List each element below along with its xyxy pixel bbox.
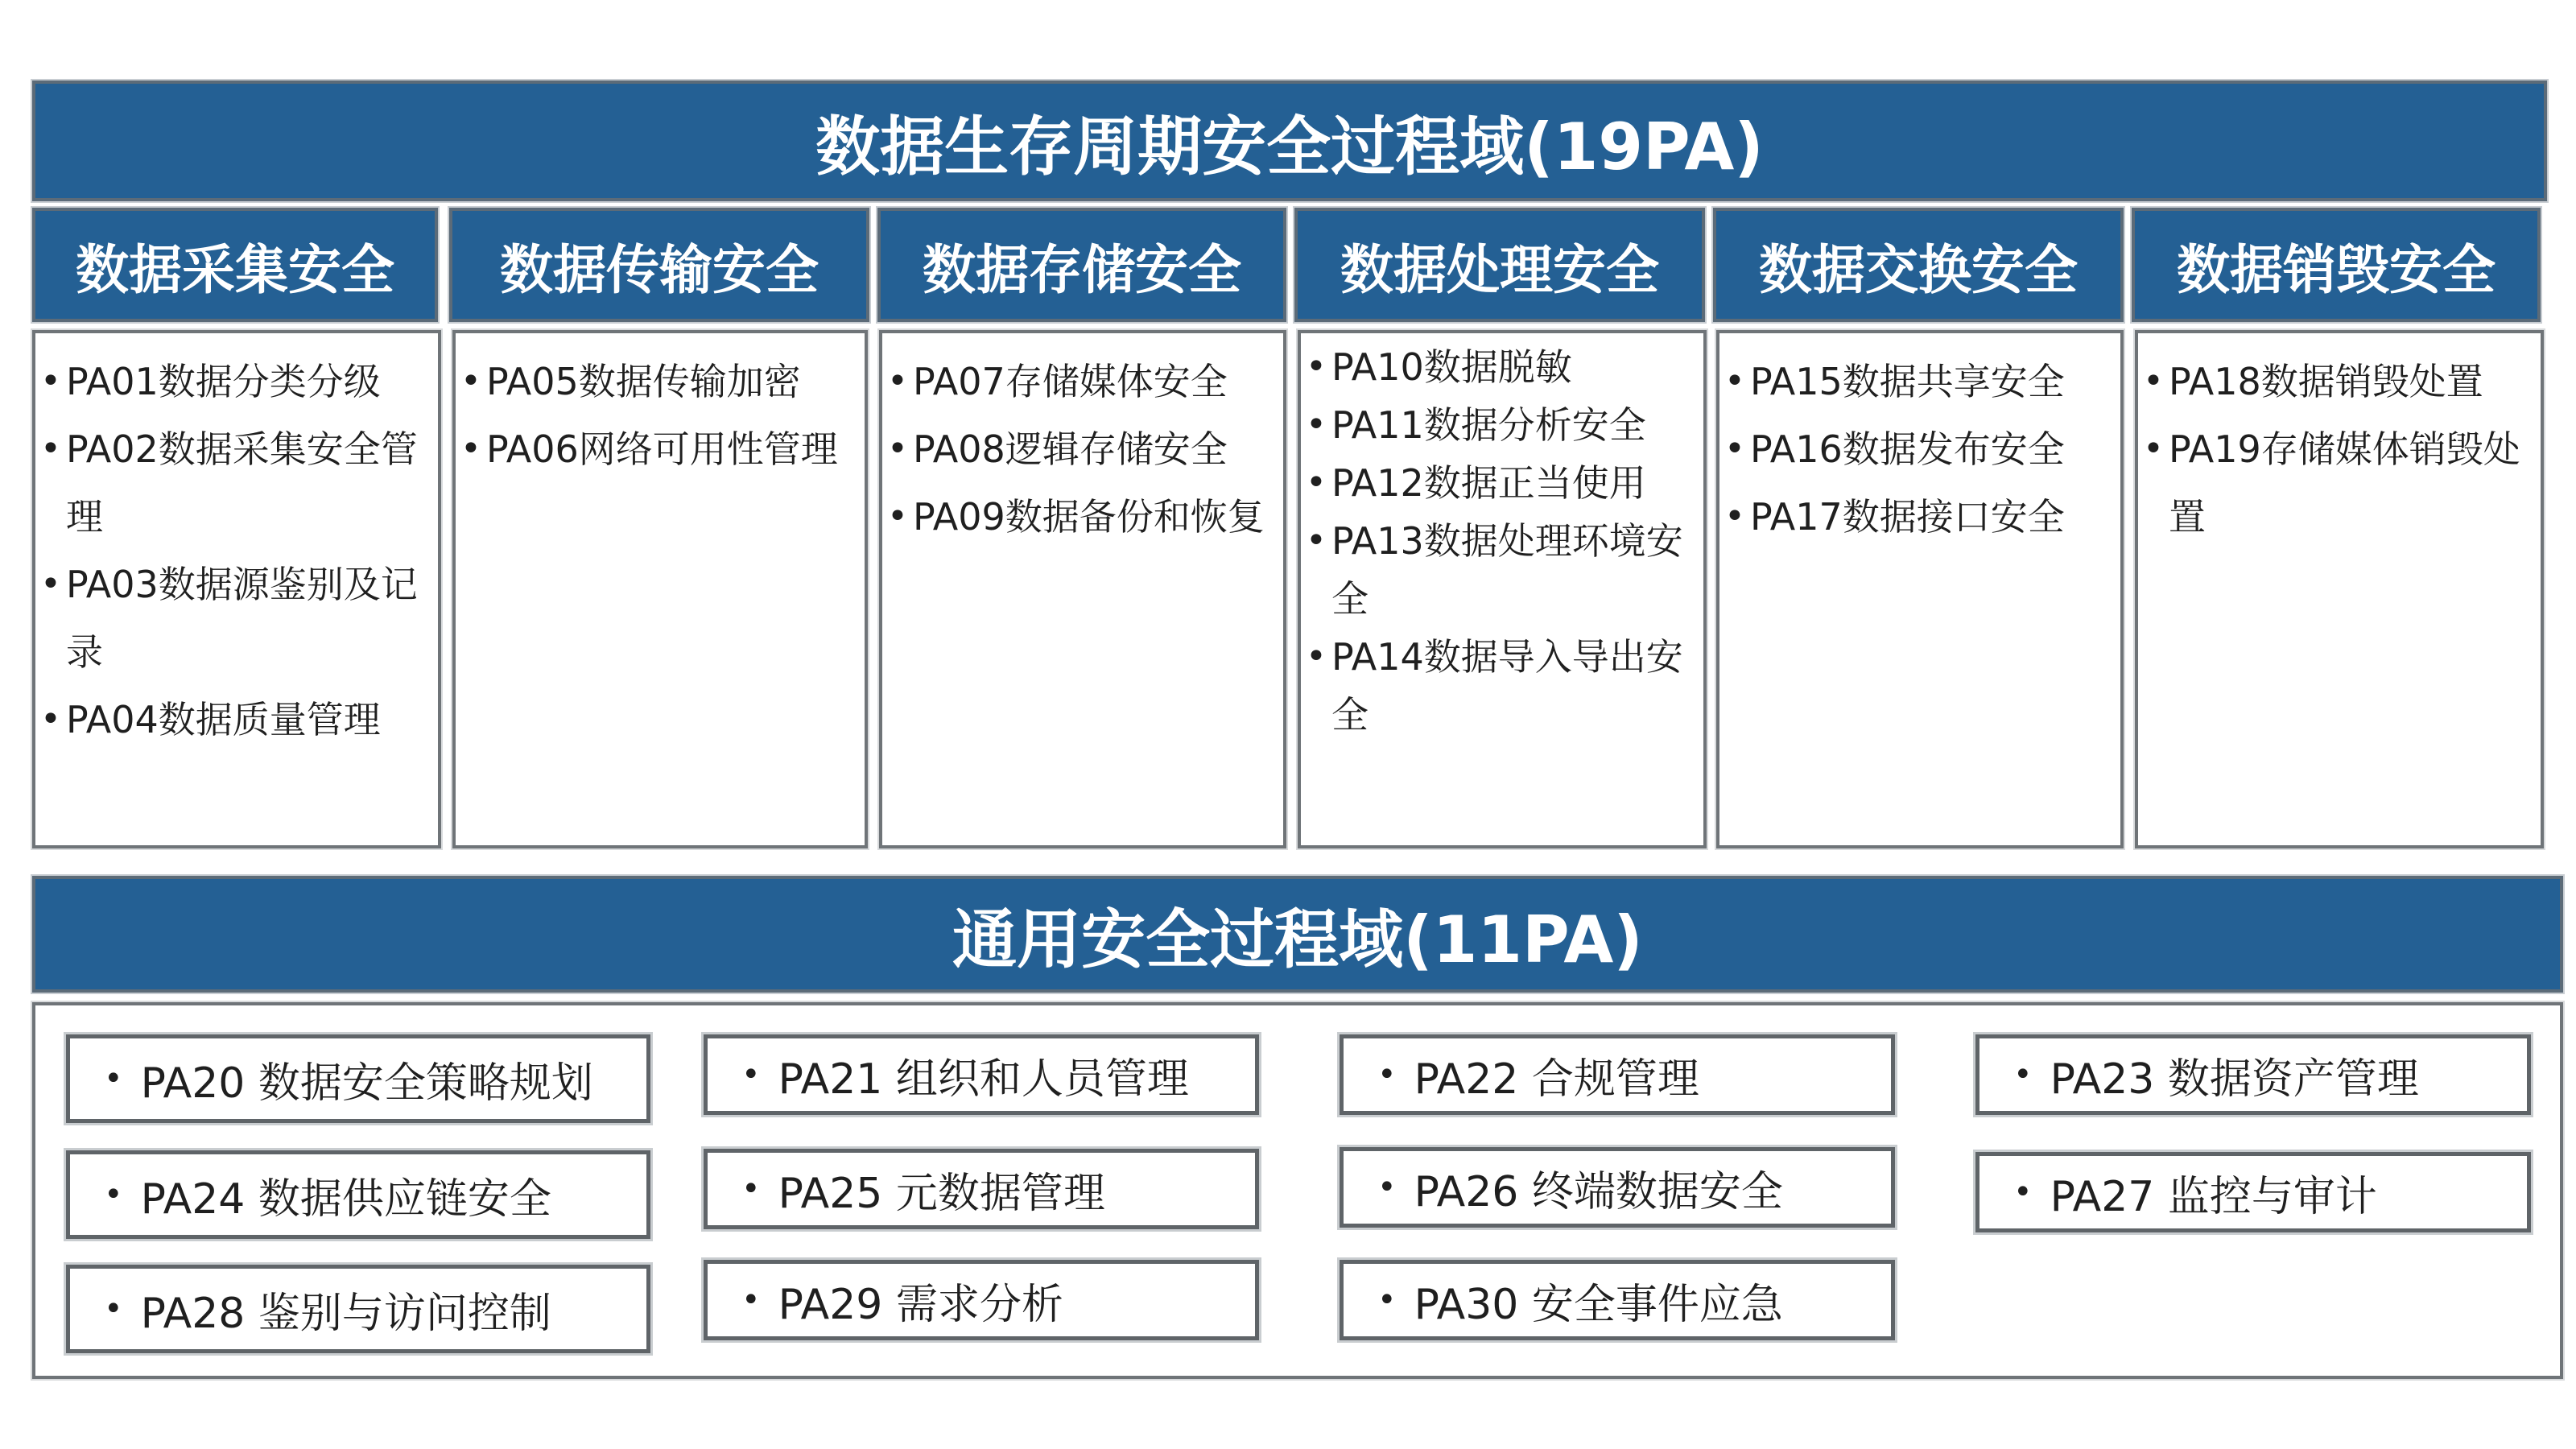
pa-list <box>1306 338 1692 744</box>
pa-label: PA23 数据资产管理 <box>2050 1055 2419 1104</box>
pa-label: PA21 组织和人员管理 <box>778 1055 1189 1104</box>
column-body-transmission <box>452 330 868 848</box>
column-header-transmission: 数据传输安全 <box>449 208 869 322</box>
bullet-icon: • <box>460 428 481 469</box>
column-body-collection <box>32 330 441 848</box>
bullet-icon: • <box>104 1176 123 1213</box>
list-item <box>887 348 1272 415</box>
pa-list <box>460 348 853 483</box>
pa-label: PA25 元数据管理 <box>778 1169 1105 1218</box>
bullet-icon: • <box>887 496 908 537</box>
bullet-icon: • <box>40 428 61 469</box>
column-header-exchange: 数据交换安全 <box>1713 208 2124 322</box>
column-body-storage <box>879 330 1286 848</box>
pa-label: PA29 需求分析 <box>778 1280 1063 1329</box>
bullet-icon: • <box>1306 462 1327 503</box>
bullet-icon: • <box>887 428 908 469</box>
pa-label: PA04数据质量管理 <box>66 698 381 741</box>
pa-list <box>2143 348 2529 551</box>
pa-label: PA13数据处理环境安全 <box>1331 519 1683 621</box>
pa-box <box>1340 1260 1895 1340</box>
bullet-icon: • <box>741 1170 761 1208</box>
list-item <box>1724 348 2109 415</box>
column-header-storage: 数据存储安全 <box>877 208 1286 322</box>
list-item <box>1724 415 2109 483</box>
bullet-icon: • <box>1724 428 1745 469</box>
bullet-icon: • <box>741 1056 761 1093</box>
list-item <box>1306 512 1692 628</box>
bullet-icon: • <box>2013 1056 2033 1093</box>
pa-box <box>704 1260 1259 1340</box>
pa-label: PA06网络可用性管理 <box>486 427 838 471</box>
pa-label: PA16数据发布安全 <box>1750 427 2065 471</box>
list-item <box>2143 415 2529 551</box>
bullet-icon: • <box>104 1060 123 1097</box>
bullet-icon: • <box>1306 346 1327 387</box>
general-domain-title: 通用安全过程域(11PA) <box>32 876 2563 993</box>
pa-label: PA28 鉴别与访问控制 <box>140 1289 551 1338</box>
bullet-icon: • <box>741 1282 761 1319</box>
pa-label: PA26 终端数据安全 <box>1414 1167 1783 1216</box>
bullet-icon: • <box>1306 636 1327 677</box>
pa-list <box>1724 348 2109 551</box>
list-item <box>1306 338 1692 396</box>
list-item <box>1306 396 1692 454</box>
bullet-icon: • <box>1377 1282 1397 1319</box>
pa-label: PA02数据采集安全管理 <box>66 427 418 539</box>
list-item <box>460 348 853 415</box>
bullet-icon: • <box>40 699 61 740</box>
pa-label: PA01数据分类分级 <box>66 360 381 403</box>
bullet-icon: • <box>104 1290 123 1327</box>
pa-label: PA14数据导入导出安全 <box>1331 635 1683 737</box>
lifecycle-domain-title: 数据生存周期安全过程域(19PA) <box>32 80 2547 201</box>
bullet-icon: • <box>1306 520 1327 561</box>
pa-box <box>1975 1034 2531 1115</box>
list-item <box>460 415 853 483</box>
pa-box <box>1340 1147 1895 1228</box>
pa-label: PA11数据分析安全 <box>1331 403 1646 447</box>
pa-label: PA12数据正当使用 <box>1331 461 1646 505</box>
column-header-processing: 数据处理安全 <box>1294 208 1705 322</box>
pa-label: PA24 数据供应链安全 <box>140 1174 551 1224</box>
pa-box <box>704 1034 1259 1115</box>
column-body-exchange <box>1716 330 2124 848</box>
list-item <box>40 551 427 686</box>
pa-label: PA08逻辑存储安全 <box>913 427 1228 471</box>
bullet-icon: • <box>40 564 61 605</box>
bullet-icon: • <box>1377 1056 1397 1093</box>
pa-list <box>40 348 427 753</box>
column-header-destruction: 数据销毁安全 <box>2132 208 2541 322</box>
pa-label: PA05数据传输加密 <box>486 360 801 403</box>
pa-label: PA18数据销毁处置 <box>2169 360 2483 403</box>
list-item <box>887 415 1272 483</box>
bullet-icon: • <box>40 361 61 402</box>
bullet-icon: • <box>2143 361 2164 402</box>
pa-label: PA27 监控与审计 <box>2050 1172 2377 1221</box>
list-item <box>887 483 1272 551</box>
bullet-icon: • <box>460 361 481 402</box>
bullet-icon: • <box>1306 404 1327 445</box>
list-item <box>1306 628 1692 744</box>
bullet-icon: • <box>887 361 908 402</box>
pa-label: PA20 数据安全策略规划 <box>140 1059 593 1108</box>
pa-label: PA15数据共享安全 <box>1750 360 2065 403</box>
pa-box <box>1340 1034 1895 1115</box>
bullet-icon: • <box>1377 1169 1397 1206</box>
pa-label: PA17数据接口安全 <box>1750 495 2065 539</box>
list-item <box>1306 454 1692 512</box>
column-body-processing <box>1298 330 1707 848</box>
pa-box <box>704 1149 1259 1229</box>
general-domain-panel <box>32 1002 2563 1379</box>
pa-label: PA10数据脱敏 <box>1331 345 1572 389</box>
column-header-collection: 数据采集安全 <box>32 208 438 322</box>
list-item <box>40 348 427 415</box>
pa-box <box>1975 1152 2531 1232</box>
pa-label: PA03数据源鉴别及记录 <box>66 563 418 674</box>
pa-box <box>66 1150 650 1239</box>
pa-label: PA22 合规管理 <box>1414 1055 1699 1104</box>
pa-label: PA07存储媒体安全 <box>913 360 1228 403</box>
list-item <box>40 415 427 551</box>
bullet-icon: • <box>1724 361 1745 402</box>
pa-box <box>66 1265 650 1353</box>
list-item <box>1724 483 2109 551</box>
pa-label: PA09数据备份和恢复 <box>913 495 1265 539</box>
list-item <box>40 686 427 753</box>
pa-list <box>887 348 1272 551</box>
list-item <box>2143 348 2529 415</box>
bullet-icon: • <box>2143 428 2164 469</box>
column-body-destruction <box>2135 330 2544 848</box>
bullet-icon: • <box>2013 1174 2033 1211</box>
pa-label: PA30 安全事件应急 <box>1414 1280 1783 1329</box>
pa-box <box>66 1034 650 1123</box>
bullet-icon: • <box>1724 496 1745 537</box>
pa-label: PA19存储媒体销毁处置 <box>2169 427 2520 539</box>
